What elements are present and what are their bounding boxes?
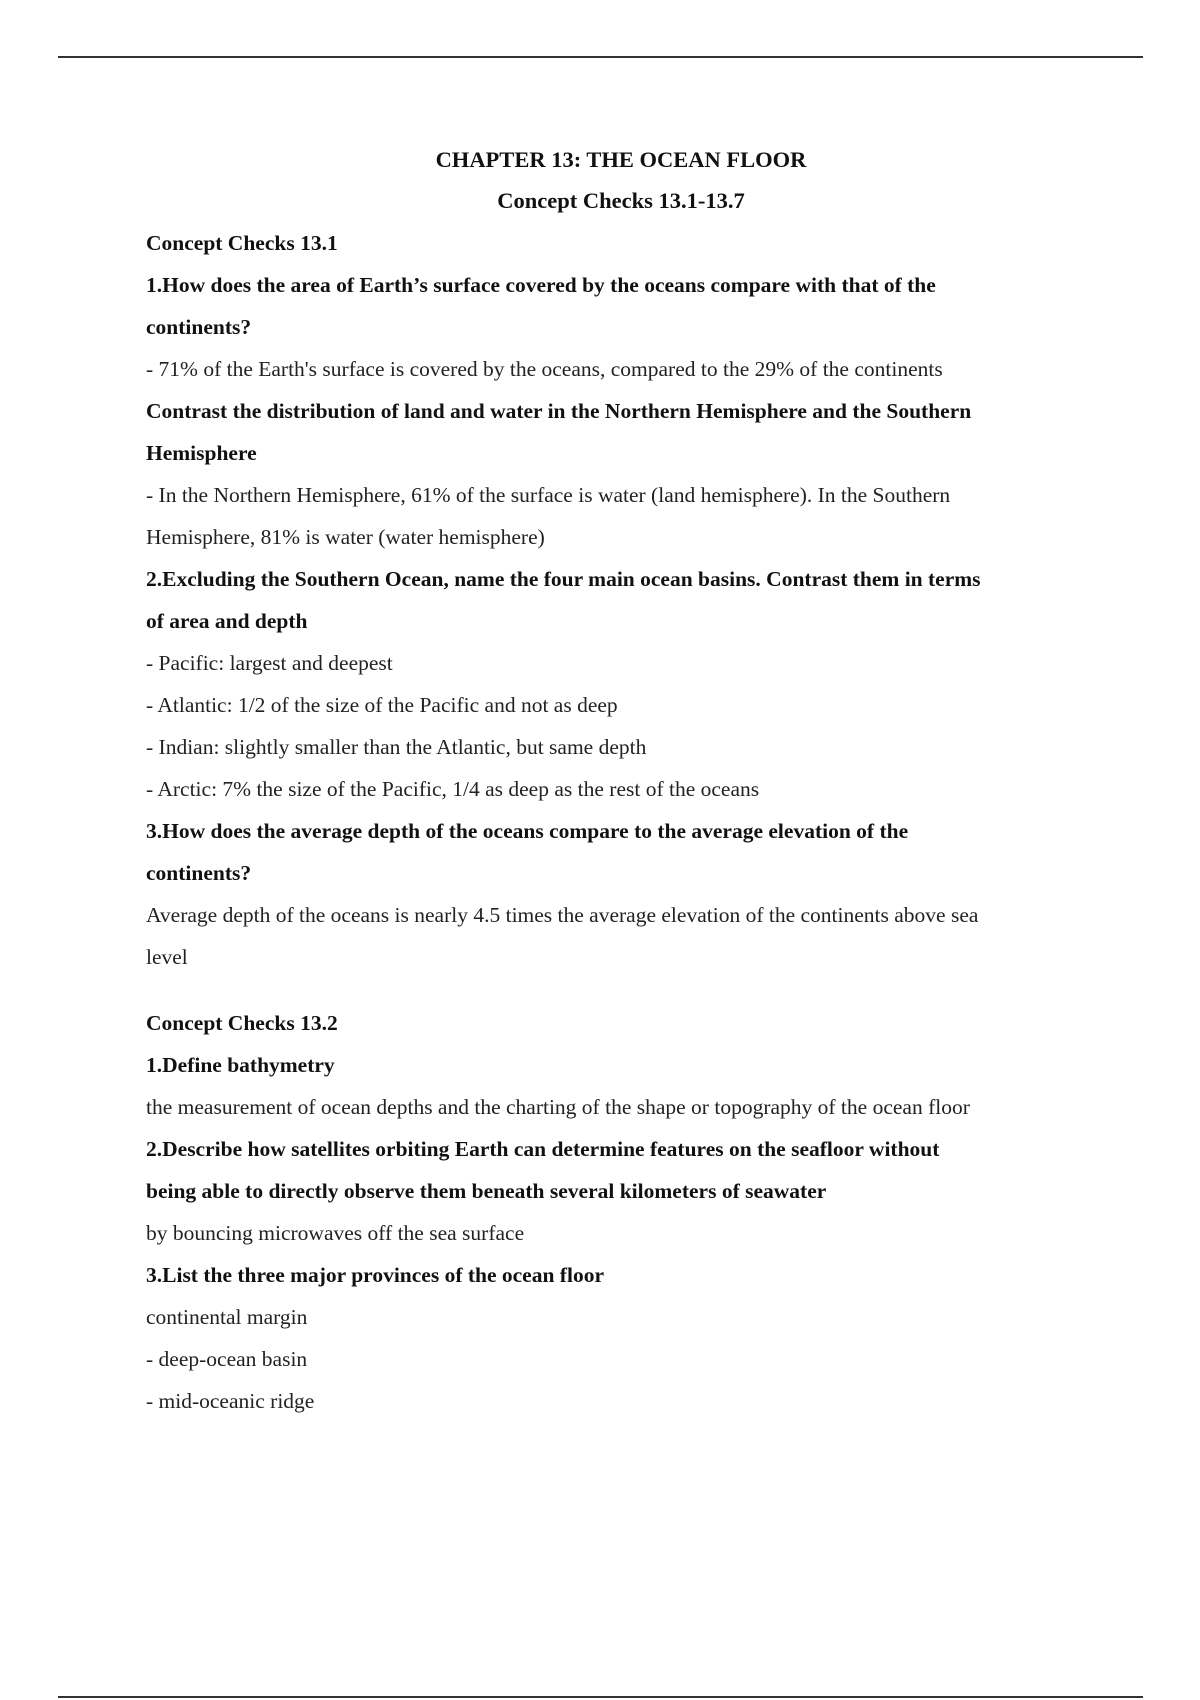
bottom-rule (58, 1696, 1143, 1698)
chapter-title: CHAPTER 13: THE OCEAN FLOOR (435, 147, 807, 172)
question-2-line-1: 2.Describe how satellites orbiting Earth can determine features on the seafloor without (146, 1137, 940, 1161)
answer-1b-line-2: Hemisphere, 81% is water (water hemisphere) (146, 525, 545, 549)
answer-3-line-1: Average depth of the oceans is nearly 4.5 times the average elevation of the continents above sea (146, 903, 979, 927)
question-3-line-2: continents? (146, 861, 252, 885)
answer-3-item: - deep-ocean basin (146, 1347, 308, 1371)
section-heading-13-1: Concept Checks 13.1 (146, 231, 338, 255)
document-body (146, 142, 1096, 1424)
answer-1: the measurement of ocean depths and the charting of the shape or topography of the ocean floor (146, 1095, 970, 1119)
chapter-subtitle: Concept Checks 13.1-13.7 (497, 188, 745, 213)
question-1-line-2: continents? (146, 315, 252, 339)
answer-1b-line-1: - In the Northern Hemisphere, 61% of the surface is water (land hemisphere). In the Southern (146, 483, 951, 507)
question-1b-line-2: Hemisphere (146, 441, 257, 465)
answer-2-item: - Pacific: largest and deepest (146, 651, 393, 675)
question-3: 3.List the three major provinces of the ocean floor (146, 1263, 604, 1287)
section-spacer (146, 980, 1096, 1004)
question-3-line-1: 3.How does the average depth of the oceans compare to the average elevation of the (146, 819, 909, 843)
answer-3-item: continental margin (146, 1305, 308, 1329)
question-2-line-2: being able to directly observe them beneath several kilometers of seawater (146, 1179, 827, 1203)
answer-2-item: - Atlantic: 1/2 of the size of the Pacific and not as deep (146, 693, 618, 717)
question-1b-line-1: Contrast the distribution of land and water in the Northern Hemisphere and the Southern (146, 399, 972, 423)
answer-3-item: - mid-oceanic ridge (146, 1389, 315, 1413)
question-2-line-2: of area and depth (146, 609, 308, 633)
top-rule (58, 56, 1143, 58)
question-1: 1.Define bathymetry (146, 1053, 335, 1077)
answer-3-line-2: level (146, 945, 188, 969)
answer-2-item: - Indian: slightly smaller than the Atlantic, but same depth (146, 735, 647, 759)
answer-2: by bouncing microwaves off the sea surface (146, 1221, 525, 1245)
answer-1: - 71% of the Earth's surface is covered by the oceans, compared to the 29% of the continents (146, 357, 943, 381)
section-heading-13-2: Concept Checks 13.2 (146, 1011, 338, 1035)
question-2-line-1: 2.Excluding the Southern Ocean, name the four main ocean basins. Contrast them in terms (146, 567, 981, 591)
question-1-line-1: 1.How does the area of Earth’s surface covered by the oceans compare with that of the (146, 273, 936, 297)
answer-2-item: - Arctic: 7% the size of the Pacific, 1/4 as deep as the rest of the oceans (146, 777, 760, 801)
